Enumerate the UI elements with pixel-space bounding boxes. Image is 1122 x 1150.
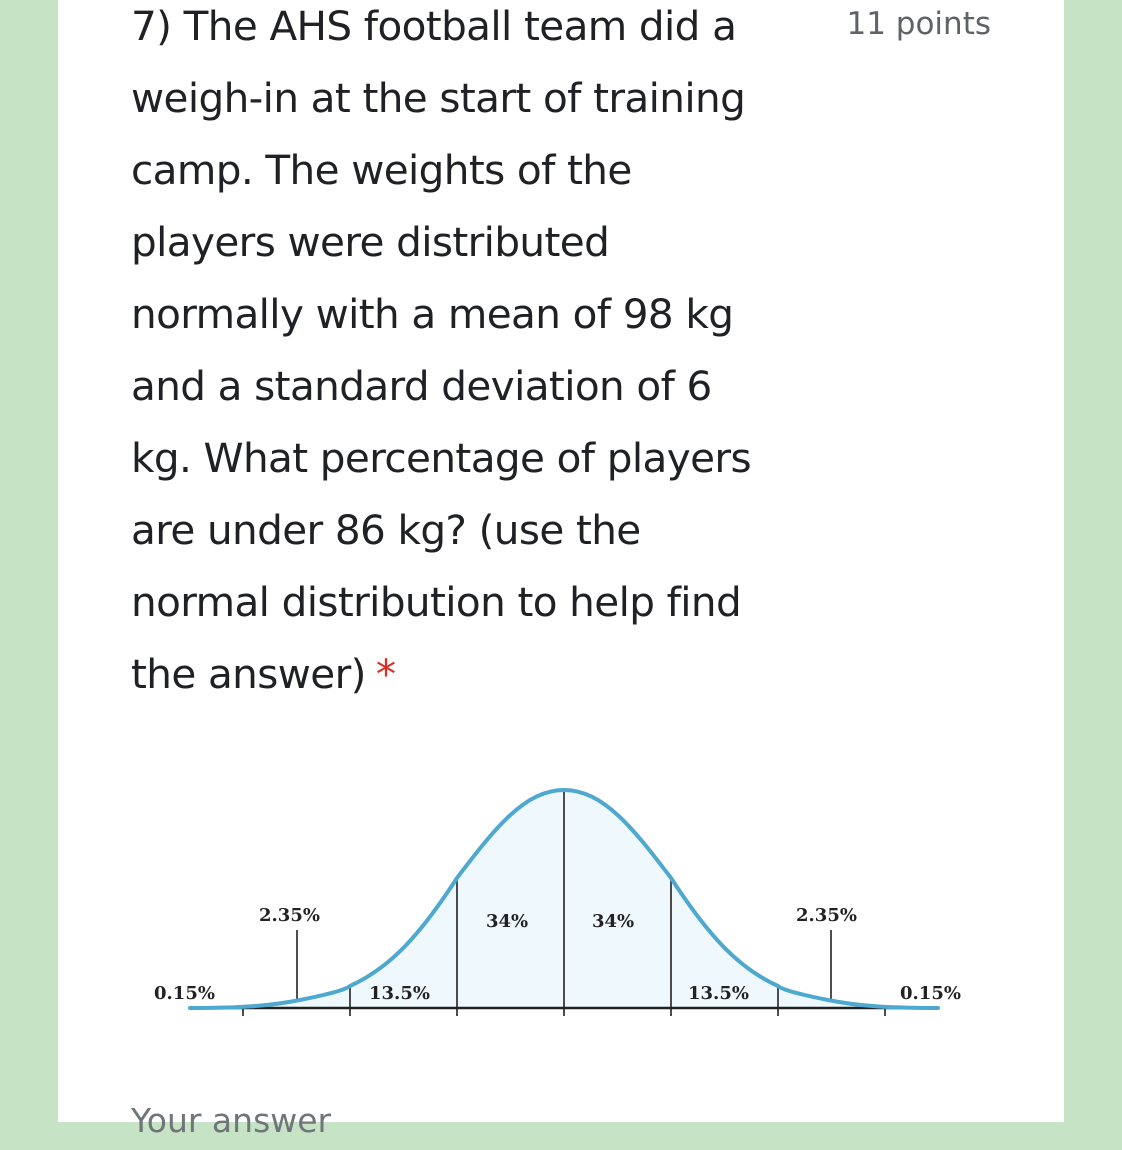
question-line: weigh-in at the start of training: [131, 74, 746, 122]
label-center-right: 34%: [592, 911, 635, 932]
label-outer-right: 2.35%: [796, 905, 857, 926]
question-line: camp. The weights of the: [131, 146, 632, 194]
label-outer-left: 2.35%: [259, 905, 320, 926]
question-line-text: the answer): [131, 650, 366, 698]
normal-distribution-figure: [140, 780, 990, 1020]
question-text: [131, 0, 821, 710]
question-line: 7) The AHS football team did a: [131, 2, 737, 50]
answer-input[interactable]: [131, 1090, 691, 1150]
label-tail-right: 0.15%: [900, 983, 961, 1004]
required-asterisk: *: [375, 650, 396, 698]
label-tail-left: 0.15%: [154, 983, 215, 1004]
question-line: and a standard deviation of 6: [131, 362, 712, 410]
question-line-last: [131, 638, 821, 710]
label-mid-right: 13.5%: [688, 983, 749, 1004]
points-label: 11 points: [846, 6, 991, 42]
question-line: normal distribution to help find: [131, 578, 742, 626]
question-line: normally with a mean of 98 kg: [131, 290, 734, 338]
label-mid-left: 13.5%: [369, 983, 430, 1004]
question-line: kg. What percentage of players: [131, 434, 751, 482]
label-center-left: 34%: [486, 911, 529, 932]
question-line: are under 86 kg? (use the: [131, 506, 641, 554]
question-line: players were distributed: [131, 218, 610, 266]
